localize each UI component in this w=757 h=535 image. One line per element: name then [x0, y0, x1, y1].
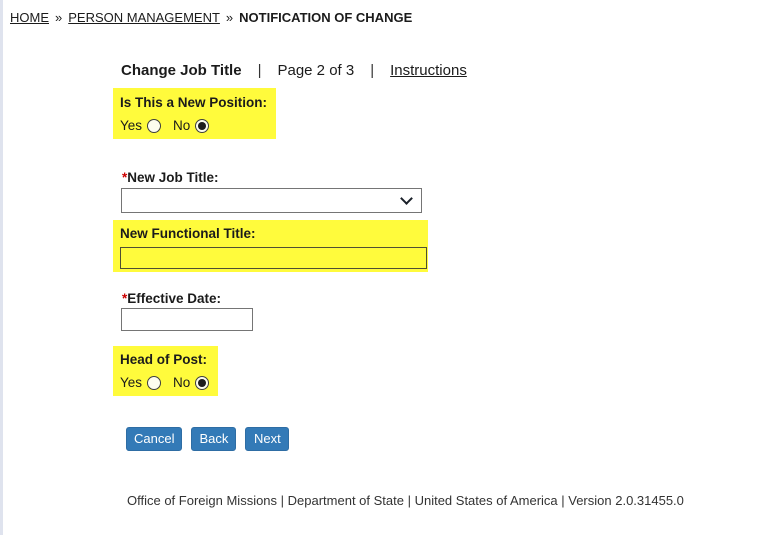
- breadcrumb-person-management-link[interactable]: PERSON MANAGEMENT: [68, 10, 220, 25]
- form-content: [113, 62, 757, 508]
- new-job-title-label: *New Job Title:: [122, 170, 219, 185]
- radio-option-label: Yes: [120, 375, 143, 390]
- new-job-title-select-wrap: [121, 188, 422, 213]
- breadcrumb-separator: »: [55, 10, 63, 25]
- footer-text: Office of Foreign Missions | Department of State | United States of America | Version 2.0.31455.0: [127, 493, 684, 508]
- radio-option-label: No: [173, 375, 191, 390]
- cancel-button[interactable]: Cancel: [126, 427, 182, 451]
- back-button[interactable]: Back: [191, 427, 236, 451]
- breadcrumb: [0, 0, 757, 25]
- effective-date-label: *Effective Date:: [122, 291, 222, 306]
- is-new-position-section: [113, 88, 276, 139]
- required-marker: *: [122, 170, 128, 185]
- breadcrumb-current-page: NOTIFICATION OF CHANGE: [239, 10, 413, 25]
- is-new-position-label: Is This a New Position:: [120, 95, 268, 110]
- effective-date-input[interactable]: [121, 308, 253, 331]
- is-new-position-no-radio[interactable]: [195, 119, 209, 133]
- head-of-post-label: Head of Post:: [120, 352, 208, 367]
- is-new-position-radio-group: [120, 118, 267, 133]
- required-marker: *: [122, 291, 128, 306]
- instructions-link[interactable]: Instructions: [390, 62, 467, 79]
- head-of-post-section: [113, 346, 218, 396]
- next-button[interactable]: Next: [245, 427, 289, 451]
- breadcrumb-home-link[interactable]: HOME: [10, 10, 49, 25]
- radio-option-label: No: [173, 118, 191, 133]
- header-separator: |: [257, 62, 262, 79]
- new-functional-title-label: New Functional Title:: [120, 226, 256, 241]
- page-header-row: [113, 62, 757, 80]
- head-of-post-no-radio[interactable]: [195, 376, 209, 390]
- breadcrumb-separator: »: [225, 10, 234, 25]
- button-row: [113, 427, 757, 451]
- is-new-position-yes-radio[interactable]: [147, 119, 161, 133]
- page-left-edge-strip: [0, 0, 3, 535]
- header-separator: |: [370, 62, 375, 79]
- page-title: Change Job Title: [121, 62, 242, 79]
- page-indicator: Page 2 of 3: [277, 62, 355, 79]
- head-of-post-radio-group: [120, 375, 209, 390]
- new-job-title-select[interactable]: [121, 188, 422, 213]
- new-functional-title-section: [113, 220, 428, 272]
- radio-option-label: Yes: [120, 118, 143, 133]
- new-functional-title-input[interactable]: [120, 247, 427, 269]
- head-of-post-yes-radio[interactable]: [147, 376, 161, 390]
